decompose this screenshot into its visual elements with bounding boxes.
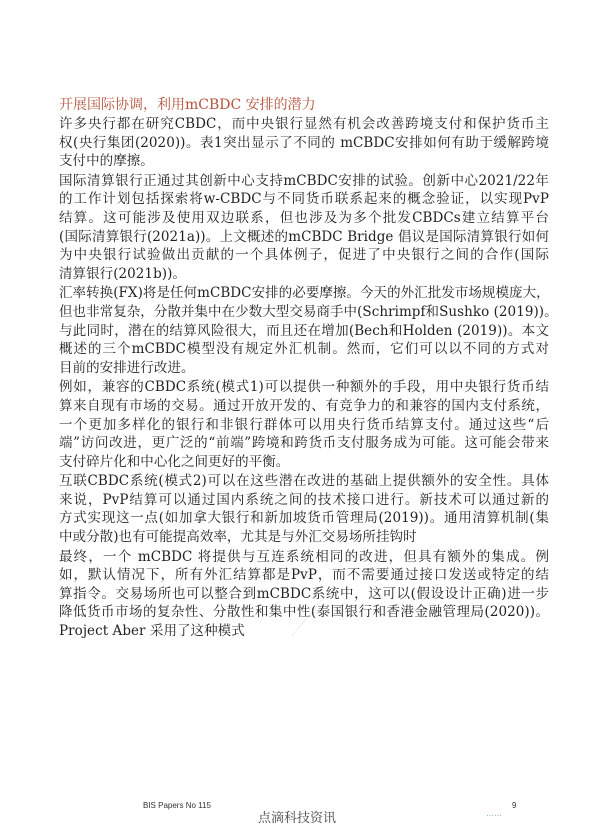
paragraph-line: Project Aber 采用了这种模式 [59,623,245,640]
paragraph-line: 例如，兼容的CBDC系统(模式1)可以提供一种额外的手段，用中央银行货币结 [59,379,549,396]
paragraph [59,472,549,546]
paragraph-line: 汇率转换(FX)将是任何mCBDC安排的必要摩擦。今天的外汇批发市场规模庞大， [59,285,550,302]
paragraph-line: 互联CBDC系统(模式2)可以在这些潜在改进的基础上提供额外的安全性。具体 [59,473,549,490]
section-heading: 开展国际协调，利用mCBDC 安排的潜力 [59,97,316,113]
paragraph-line: 目前的安排进行改进。 [59,359,195,376]
footer-publication: BIS Papers No 115 [143,801,211,810]
paragraph-list [59,115,558,641]
footer-page-number: 9 [512,801,517,810]
paragraph-line: 与此同时，潜在的结算风险很大，而且还在增加(Bech和Holden (2019))。本文 [59,322,549,339]
paragraph [59,115,549,171]
paragraph-line: 概述的三个mCBDC模型没有规定外汇机制。然而，它们可以以不同的方式对 [59,341,549,358]
paragraph-line: 的工作计划包括探索将w-CBDC与不同货币联系起来的概念验证，以实现PvP [59,191,549,208]
paragraph-line: 一个更加多样化的银行和非银行群体可以用央行货币结算支付。通过这些“后 [59,416,549,433]
paragraph-line: 方式实现这一点(如加拿大银行和新加坡货币管理局(2019))。通用清算机制(集 [59,510,549,527]
paragraph-line: 最终，一个 mCBDC 将提供与互连系统相同的改进，但具有额外的集成。例 [59,548,549,565]
paragraph-line: 端”访问改进，更广泛的“前端”跨境和跨货币支付服务成为可能。这可能会带来 [59,435,549,452]
paragraph-line: 为中央银行试验做出贡献的一个具体例子，促进了中央银行之间的合作(国际 [59,247,549,264]
footer-url-mark: …… [486,809,502,818]
paragraph [59,172,549,284]
paragraph-line: 算指令。交易场所也可以整合到mCBDC系统中，这可以(假设设计正确)进一步 [59,585,549,602]
paragraph-line: 许多央行都在研究CBDC，而中央银行显然有机会改善跨境支付和保护货币主 [59,116,549,132]
paragraph-line: 国际清算银行正通过其创新中心支持mCBDC安排的试验。创新中心2021/22年 [59,172,549,189]
paragraph-line: 清算银行(2021b))。 [59,265,186,282]
paragraph-line: 支付碎片化和中心化之间更好的平衡。 [59,453,290,470]
paragraph-line: 支付中的摩擦。 [59,153,154,170]
paragraph-line: (国际清算银行(2021a))。上文概述的mCBDC Bridge 倡议是国际清算银行如何 [59,228,549,245]
paragraph-line: 权(央行集团(2020))。表1突出显示了不同的 mCBDC安排如何有助于缓解跨境 [59,134,549,151]
paragraph-line: 结算。这可能涉及使用双边联系，但也涉及为多个批发CBDCs建立结算平台 [59,209,549,226]
footer-source-watermark: 点滴科技资讯 [258,811,337,826]
document-body [59,96,558,642]
paragraph-line: 如，默认情况下，所有外汇结算都是PvP，而不需要通过接口发送或特定的结 [59,567,549,584]
paragraph-line: 降低货币市场的复杂性、分散性和集中性(泰国银行和香港金融管理局(2020))。 [59,604,549,621]
paragraph [59,284,558,377]
paragraph-line: 算来自现有市场的交易。通过开放开发的、有竞争力的和兼容的国内支付系统， [59,397,549,414]
paragraph-line: 但也非常复杂，分散并集中在少数大型交易商手中(Schrimpf和Sushko (2019))。 [59,303,558,320]
paragraph-line: 中或分散)也有可能提高效率，尤其是与外汇交易场所挂钩时 [59,529,417,546]
paragraph [59,378,549,471]
paragraph-line: 来说，PvP结算可以通过国内系统之间的技术接口进行。新技术可以通过新的 [59,491,549,508]
